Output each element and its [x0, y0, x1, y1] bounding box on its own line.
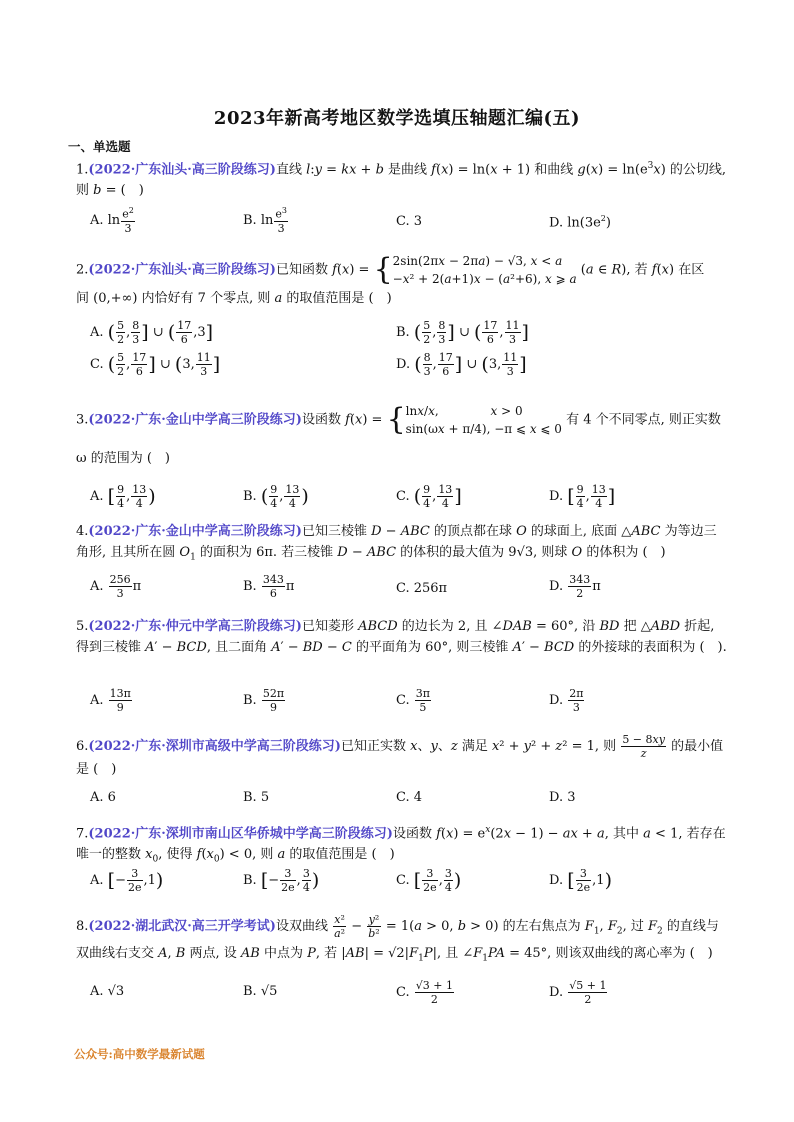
option-b[interactable]: B. ( $\frac{5}{2}$ , $\frac{8}{3}$ ] ∪ ( $\frac{17}{6}$ , $\frac{11}{3}$ ]: [396, 319, 529, 346]
option-d[interactable]: D. [ $\frac{9}{4}$ , $\frac{13}{4}$ ]: [549, 483, 616, 510]
page-title: 2023年新高考地区数学选填压轴题汇编(五): [213, 108, 581, 129]
question-source: (2022·湖北武汉·高三开学考试): [88, 919, 276, 934]
question-2: 2.(2022·广东汕头·高三阶段练习)已知函数 f(x) = {2sin(2πx − 2πa) − √3, x < a −x² + 2(a+1)x − (a²+6), x ⩾ a (a ∈ R), 若 f(x) 在区 间 (0,+∞) 内恰好有 7 个零点, 则 a 的取值范围是 ( ): [76, 252, 705, 306]
option-d[interactable]: D. 3: [549, 790, 576, 805]
option-a[interactable]: A. √3: [90, 984, 125, 999]
question-8: 8.(2022·湖北武汉·高三开学考试)设双曲线 $\frac{\text{x²}}{\text{a²}}$ − $\frac{\text{y²}}{\text{b²}}$ = 1(a > 0, b > 0) 的左右焦点为 $F_1$, $F_2$, 过 $F_2$ 的直线与双曲线右支交 A, B 两点, 设 AB 中点为 P, 若 $|AB| = √2|F_1P|$, 且 $\angle F_1PA = 45^\circ$, 则该双曲线的离心率为 ( ): [76, 913, 719, 964]
option-b[interactable]: B. 5: [243, 790, 270, 805]
question-source: (2022·广东·金山中学高三阶段练习): [88, 412, 302, 428]
question-3: 3.(2022·广东·金山中学高三阶段练习)设函数 f(x) = {lnx/x, x > 0 sin(ωx + π/4), −π ⩽ x ⩽ 0 有 4 个不同零点, 则正实数 ω 的范围为 ( ): [76, 402, 721, 466]
option-d[interactable]: D. ( $\frac{8}{3}$ , $\frac{17}{6}$ ] ∪ (3, $\frac{11}{3}$ ]: [396, 351, 527, 378]
option-d[interactable]: D. $\ln(3e^2)$: [549, 214, 611, 231]
question-number: 5.: [76, 619, 89, 634]
option-c[interactable]: C. ( $\frac{9}{4}$ , $\frac{13}{4}$ ]: [396, 483, 462, 510]
option-b[interactable]: B. $\frac{343}{6}$ π: [243, 573, 295, 600]
option-d[interactable]: D. $\frac{2\pi}{3}$: [549, 687, 584, 714]
option-b[interactable]: B. $\frac{52\pi}{9}$: [243, 687, 285, 714]
section-heading: 一、单选题: [68, 139, 131, 154]
option-c[interactable]: C. 3: [396, 214, 423, 229]
question-source: (2022·广东·深圳市高级中学高三阶段练习): [88, 739, 341, 754]
option-c[interactable]: C. $\frac{√3 + 1}{2}$: [396, 979, 453, 1006]
question-source: (2022·广东汕头·高三阶段练习): [88, 262, 276, 278]
option-c[interactable]: C. [ $\frac{3}{2e}$ , $\frac{3}{4}$ ): [396, 867, 462, 894]
question-7: 7.(2022·广东·深圳市南山区华侨城中学高三阶段练习)设函数 $f(x) = e^x(2x - 1)$ − ax + a, 其中 a < 1, 若存在唯一的整数 $x_0$, 使得 $f(x_0) < 0$, 则 a 的取值范围是 ( ): [76, 825, 726, 865]
option-c[interactable]: C. 256π: [396, 581, 448, 596]
option-b[interactable]: B. √5: [243, 984, 278, 999]
question-number: 6.: [76, 739, 89, 754]
question-5: 5.(2022·广东·仲元中学高三阶段练习)已知菱形 ABCD 的边长为 2, 且 ∠DAB = 60°, 沿 BD 把 △ABD 折起, 得到三棱锥 A′ − BCD, 且二面角 A′ − BD − C 的平面角为 60°, 则三棱锥 A′ − BCD 的外接球的表面积为 ( ).: [76, 619, 727, 655]
question-6: 6.(2022·广东·深圳市高级中学高三阶段练习)已知正实数 x、y、z 满足 x² + y² + z² = 1, 则 $\frac{5 - 8xy}{z}$ 的最小值是 ( ): [76, 733, 724, 777]
option-c[interactable]: C. ( $\frac{5}{2}$ , $\frac{17}{6}$ ] ∪ (3, $\frac{11}{3}$ ]: [90, 351, 221, 378]
question-source: (2022·广东·金山中学高三阶段练习): [88, 524, 302, 539]
question-number: 8.: [76, 919, 89, 934]
option-a[interactable]: A. [ $\frac{9}{4}$ , $\frac{13}{4}$ ): [90, 483, 156, 510]
option-b[interactable]: B. ( $\frac{9}{4}$ , $\frac{13}{4}$ ): [243, 483, 309, 510]
option-d[interactable]: D. $\frac{√5 + 1}{2}$: [549, 979, 607, 1006]
option-a[interactable]: A. $\frac{13\pi}{9}$: [90, 687, 131, 714]
option-c[interactable]: C. 4: [396, 790, 423, 805]
option-a[interactable]: A. [− $\frac{3}{2e}$ ,1): [90, 867, 164, 894]
question-source: (2022·广东·仲元中学高三阶段练习): [88, 619, 302, 634]
option-b[interactable]: B. ln $\frac{e^3}{3}$: [243, 206, 287, 235]
option-a[interactable]: A. ln $\frac{e^2}{3}$: [90, 206, 134, 235]
question-number: 4.: [76, 524, 89, 539]
option-a[interactable]: A. ( $\frac{5}{2}$ , $\frac{8}{3}$ ] ∪ ( $\frac{17}{6}$ ,3]: [90, 319, 214, 346]
question-source: (2022·广东·深圳市南山区华侨城中学高三阶段练习): [88, 826, 393, 842]
option-c[interactable]: C. $\frac{3\pi}{5}$: [396, 687, 430, 714]
question-1: 1.(2022·广东汕头·高三阶段练习)直线 l:y = kx + b 是曲线 f(x) = ln(x + 1) 和曲线 $g(x) = \ln(e^3x)$ 的公切线, 则 b = ( ): [76, 161, 727, 199]
question-number: 7.: [76, 826, 89, 842]
option-a[interactable]: A. $\frac{256}{3}$ π: [90, 573, 142, 600]
question-number: 1.: [76, 162, 89, 178]
question-number: 3.: [76, 412, 89, 428]
option-d[interactable]: D. [ $\frac{3}{2e}$ ,1): [549, 867, 612, 894]
question-number: 2.: [76, 262, 89, 278]
footer-wechat-label: 公众号:高中数学最新试题: [74, 1047, 205, 1061]
question-4: 4.(2022·广东·金山中学高三阶段练习)已知三棱锥 D − ABC 的顶点都在球 O 的球面上, 底面 △ABC 为等边三角形, 且其所在圆 $O_1$ 的面积为 6π. 若三棱锥 D − ABC 的体积的最大值为 9√3, 则球 O 的体积为 ( ): [76, 524, 717, 563]
question-source: (2022·广东汕头·高三阶段练习): [88, 162, 276, 178]
option-d[interactable]: D. $\frac{343}{2}$ π: [549, 573, 601, 600]
option-a[interactable]: A. 6: [90, 790, 116, 805]
option-b[interactable]: B. [− $\frac{3}{2e}$ , $\frac{3}{4}$ ): [243, 867, 320, 894]
